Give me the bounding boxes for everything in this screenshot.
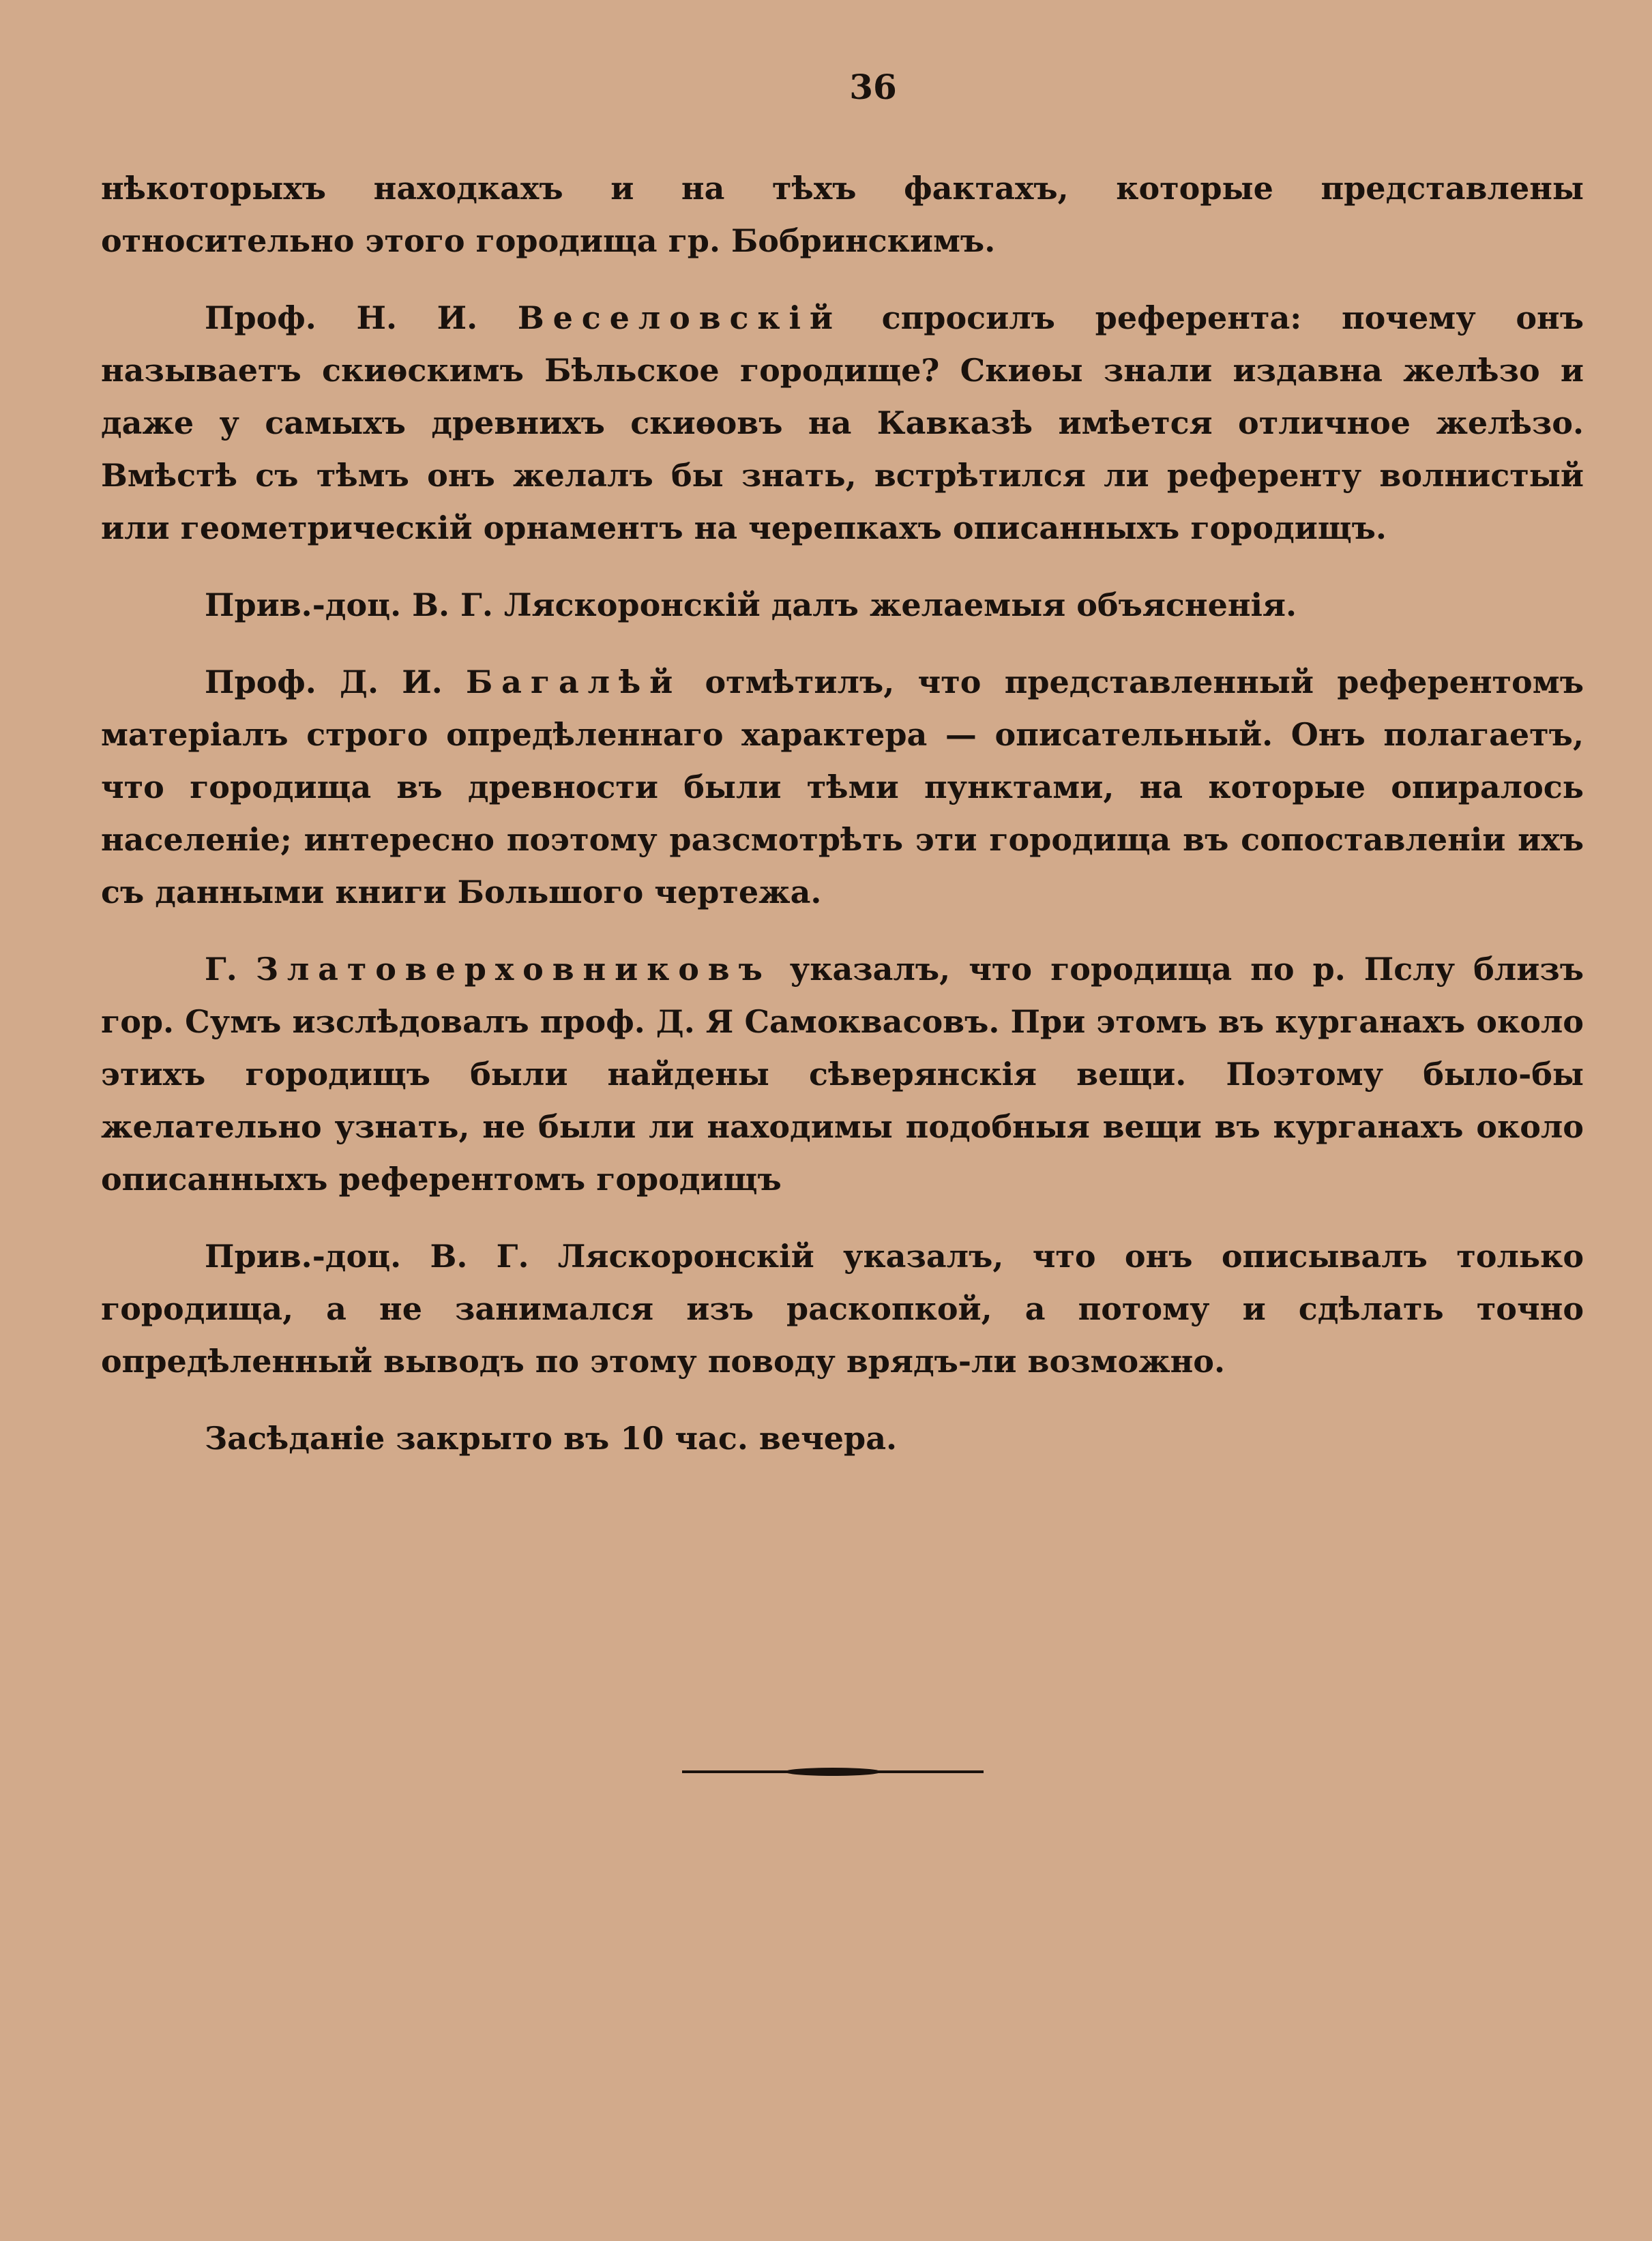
paragraph-continuation: нѣкоторыхъ находкахъ и на тѣхъ фактахъ, которые представлены относительно этого городища гр. Бобринскимъ.: [101, 170, 1584, 259]
speaker-name: Веселовскій: [517, 299, 842, 336]
paragraph-body: отмѣтилъ, что представленный референтомъ матеріалъ строго опредѣленнаго характера — описательный. Онъ полагаетъ, что городища въ древности были тѣми пунктами, на которые опиралось населеніе; интересно поэтому разсмотрѣть эти городища въ сопоставленіи ихъ съ данными книги Большого чертежа.: [101, 664, 1584, 910]
paragraph-body: спросилъ референта: почему онъ называетъ скиѳскимъ Бѣльское городище? Скиѳы знали издавна желѣзо и даже у самыхъ древнихъ скиѳовъ на Кавказѣ имѣется отличное желѣзо. Вмѣстѣ съ тѣмъ онъ желалъ бы знать, встрѣтился ли референту волнистый или геометрическій орнаментъ на черепкахъ описанныхъ городищъ.: [101, 299, 1584, 546]
paragraph-veselovsky: [101, 292, 1584, 554]
paragraph-zlatoverkhovnikov: [101, 943, 1584, 1206]
speaker-name: Златоверховниковъ: [255, 951, 771, 988]
end-rule-divider: [682, 1770, 984, 1773]
paragraph-lyaskoronsky-reply: Прив.-доц. В. Г. Ляскоронскій далъ желаемыя объясненія.: [205, 587, 1297, 623]
paragraph-lyaskoronsky-answer: Прив.-доц. В. Г. Ляскоронскій указалъ, что онъ описывалъ только городища, а не занимался изъ раскопкой, а потому и сдѣлать точно опредѣленный выводъ по этому поводу врядъ-ли возможно.: [101, 1238, 1584, 1380]
paragraph-body: указалъ, что городища по р. Пслу близъ гор. Сумъ изслѣдовалъ проф. Д. Я Самоквасовъ. При этомъ въ курганахъ около этихъ городищъ были найдены сѣверянскія вещи. Поэтому было-бы желательно узнать, не были ли находимы подобныя вещи въ курганахъ около описанныхъ референтомъ городищъ: [101, 951, 1584, 1198]
page-number: 36: [849, 67, 897, 107]
document-page: [101, 60, 1584, 1489]
speaker-title: Проф. Д. И.: [205, 664, 466, 700]
speaker-title: Проф. Н. И.: [205, 299, 518, 336]
speaker-name: Багалѣй: [466, 664, 682, 700]
speaker-title: Г.: [205, 951, 256, 988]
paragraph-bagaley: [101, 656, 1584, 919]
paragraph-closing: Засѣданіе закрыто въ 10 час. вечера.: [205, 1420, 898, 1457]
